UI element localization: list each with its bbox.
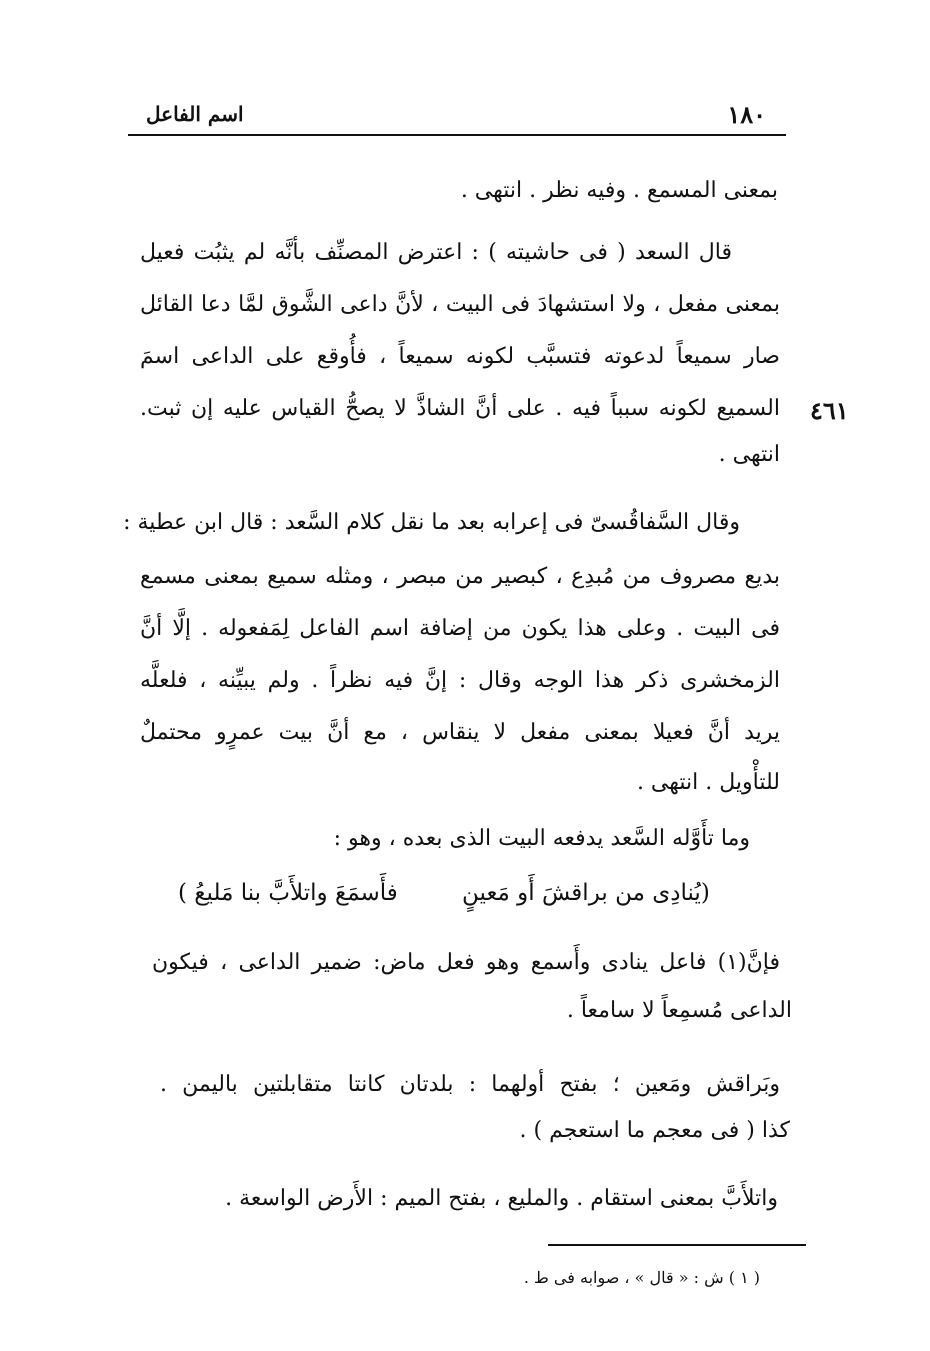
running-title: اسم الفاعل: [146, 102, 244, 126]
text-line: كذا ( فى معجم ما استعجم ) .: [519, 1118, 790, 1143]
text-line: وبَراقش ومَعين ؛ بفتح أولهما : بلدتان كانتا متقابلتين باليمن .: [160, 1072, 780, 1097]
verse-right-hemistich: (يُنادِى من براقشَ أَو مَعينٍ: [462, 880, 710, 906]
margin-number: ٤٦١: [810, 396, 849, 425]
text-line: السميع لكونه سبباً فيه . على أنَّ الشاذَّ لا يصحُّ القياس عليه إن ثبت.: [140, 396, 780, 421]
page-header: [128, 96, 786, 136]
page-number: ١٨٠: [727, 100, 766, 129]
text-line: انتهى .: [718, 442, 780, 467]
text-line: بمعنى مفعل ، ولا استشهادَ فى البيت ، لأنَّ داعى الشَّوق لمَّا دعا القائل: [140, 292, 780, 317]
text-line: للتأْويل . انتهى .: [636, 770, 780, 795]
text-line: الزمخشرى ذكر هذا الوجه وقال : إنَّ فيه نظراً . ولم يبيِّنه ، فلعلَّه: [140, 668, 780, 693]
footnote-rule: [548, 1244, 806, 1246]
text-line: بديع مصروف من مُبدِع ، كبصير من مبصر ، ومثله سميع بمعنى مسمع: [140, 564, 780, 589]
text-line: واتلأَبَّ بمعنى استقام . والمليع ، بفتح الميم : الأَرض الواسعة .: [225, 1186, 778, 1211]
text-line: الداعى مُسمِعاً لا سامعاً .: [566, 998, 792, 1023]
text-line: وما تأَوَّله السَّعد يدفعه البيت الذى بعده ، وهو :: [333, 826, 750, 851]
text-line: فى البيت . وعلى هذا يكون من إضافة اسم الفاعل لِمَفعوله . إلَّا أنَّ: [140, 616, 780, 641]
text-line: يريد أنَّ فعيلا بمعنى مفعل لا ينقاس ، مع أنَّ بيت عمرٍو محتملٌ: [140, 720, 780, 745]
text-line: قال السعد ( فى حاشيته ) : اعترض المصنِّف بأنَّه لم يثبُت فعيل: [140, 240, 732, 265]
verse-left-hemistich: فأَسمَعَ واتلأَبَّ بنا مَليعُ ): [178, 880, 398, 906]
text-line: صار سميعاً لدعوته فتسبَّب لكونه سميعاً ، فأُوقع على الداعى اسمَ: [140, 344, 780, 369]
text-line: بمعنى المسمع . وفيه نظر . انتهى .: [460, 178, 778, 203]
text-line: فإنَّ(١) فاعل ينادى وأَسمع وهو فعل ماض: ضمير الداعى ، فيكون: [152, 950, 780, 975]
footnote: ( ١ ) ش : « قال » ، صوابه فى ط .: [523, 1268, 760, 1287]
text-line: وقال السَّفاقُسىّ فى إعرابه بعد ما نقل كلام السَّعد : قال ابن عطية :: [123, 510, 740, 535]
